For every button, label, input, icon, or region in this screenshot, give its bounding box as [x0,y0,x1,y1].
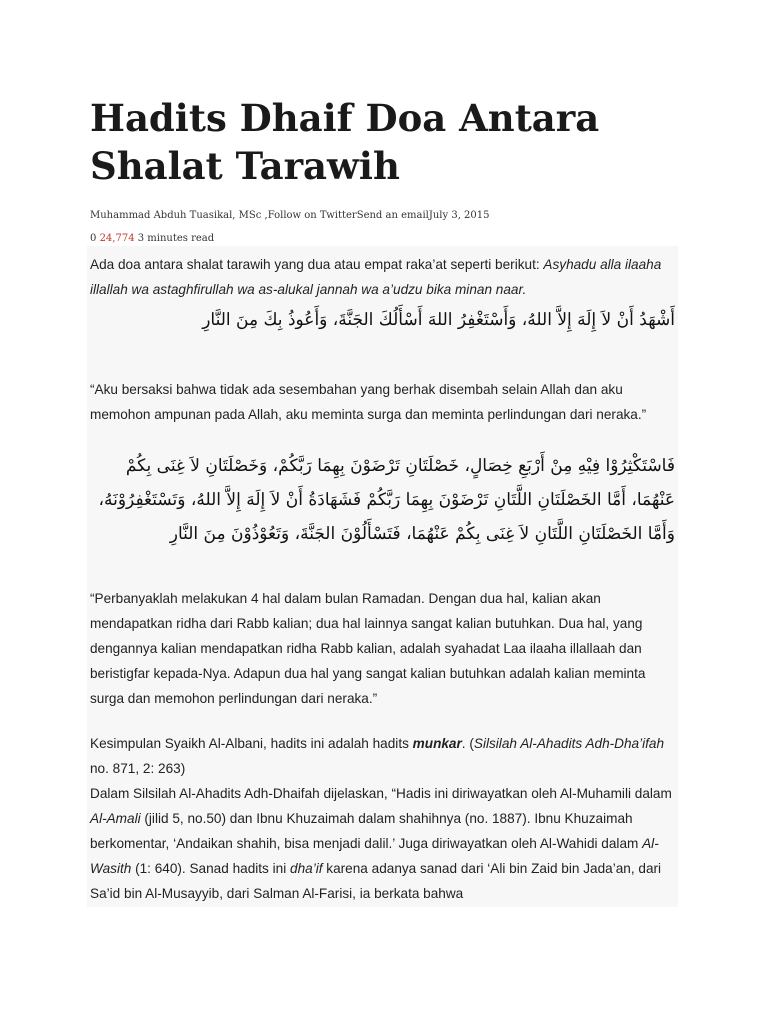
arabic-hadith: فَاسْتَكْثِرُوْا فِيْهِ مِنْ أَرْبَعِ خِصَالٍ، خَصْلَتَانِ تَرْضَوْنَ بِهِمَا رَبَّكُمْ، وَخَصْلَتَانِ لاَ غِنَى بِكُمْ عَنْهُمَا، أَمَّا الخَصْلَتَانِ اللَّتَانِ تَرْضَوْنَ بِهِمَا رَبَّكُمْ فَشَهَادَةُ أَنْ لاَ إِلَهَ إِلاَّ اللهُ، وَتَسْتَغْفِرُوْنَهُ، وَأَمَّا الخَصْلَتَانِ اللَّتَانِ لاَ غِنَى بِكُمْ عَنْهُمَا، فَتَسْأَلُوْنَ الجَنَّةَ، وَتَعُوْذُوْنَ مِنَ النَّارِ [98,456,675,544]
send-email-link[interactable]: Send an email [356,210,429,221]
dhaif-term: dha’if [290,861,323,876]
follow-twitter-link[interactable]: Follow on Twitter [267,210,357,221]
author-link[interactable]: Muhammad Abduh Tuasikal, MSc [90,210,262,221]
wasith-title: Al-Wasith [90,836,659,876]
byline-separator: , [261,210,268,221]
article-body [87,246,678,907]
dua-translation: “Aku bersaksi bahwa tidak ada sesembahan yang berhak disembah selain Allah dan aku memohon ampunan pada Allah, aku meminta surga dan meminta perlindungan dari neraka.” [90,382,647,422]
view-count: 24,774 [99,233,135,244]
read-time: 3 minutes read [137,233,215,244]
silsilah-explanation: Dalam Silsilah Al-Ahadits Adh-Dhaifah dijelaskan, “Hadis ini diriwayatkan oleh Al-Muhamili dalam Al-Amali (jilid 5, no.50) dan Ibnu Khuzaimah dalam shahihnya (no. 1887). Ibnu Khuzaimah berkomentar, ‘Andaikan shahih, bisa menjadi dalil.’ Juga diriwayatkan oleh Al-Wahidi dalam Al-Wasith (1: 640). Sanad hadits ini dha’if karena adanya sanad dari ‘Ali bin Zaid bin Jada’an, dari Sa’id bin Al-Musayyib, dari Salman Al-Farisi, ia berkata bahwa [90,786,672,901]
comment-count[interactable]: 0 [90,233,97,244]
intro-paragraph: Ada doa antara shalat tarawih yang dua atau empat raka’at seperti berikut: Asyhadu alla ilaaha illallah wa astaghfirullah wa as-alukal jannah wa a’udzu bika minan naar. [90,257,662,297]
arabic-dua: أَشْهَدُ أَنْ لاَ إِلَهَ إِلاَّ اللهُ، وَأَسْتَغْفِرُ اللهَ أَسْأَلُكَ الجَنَّةَ، وَأَعُوذُ بِكَ مِنَ النَّارِ [202,310,675,330]
byline [90,210,490,221]
paragraph-gap [90,711,675,731]
publish-date: July 3, 2015 [428,210,490,221]
transliteration: Asyhadu alla ilaaha illallah wa astaghfirullah wa as-alukal jannah wa a’udzu bika minan naar. [90,257,662,297]
munkar-term: munkar [412,736,462,751]
source-title: Silsilah Al-Ahadits Adh-Dha’ifah [473,736,665,751]
hadith-translation: “Perbanyaklah melakukan 4 hal dalam bulan Ramadan. Dengan dua hal, kalian akan mendapatkan ridha dari Rabb kalian; dua hal lainnya sangat kalian butuhkan. Dua hal, yang dengannya kalian mendapatkan ridha Rabb kalian, adalah syahadat Laa ilaaha illallaah dan beristigfar kepada-Nya. Adapun dua hal yang sangat kalian butuhkan adalah kalian meminta surga dan memohon perlindungan dari neraka.” [90,591,646,706]
article-title: Hadits Dhaif Doa Antara Shalat Tarawih [90,96,600,188]
article-stats [90,233,214,244]
albani-conclusion: Kesimpulan Syaikh Al-Albani, hadits ini adalah hadits munkar. (Silsilah Al-Ahadits Adh-Dha’ifah no. 871, 2: 263) [90,736,665,776]
amali-title: Al-Amali [90,811,141,826]
